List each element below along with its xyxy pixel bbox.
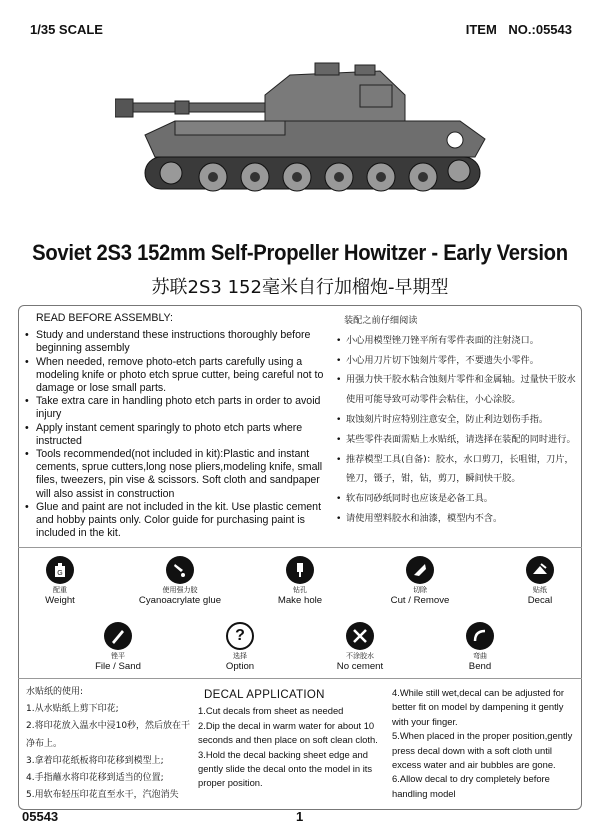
symbol-file-sand bbox=[68, 622, 168, 672]
decal-step-cn: 5.用软布轻压印花直至水干，汽泡消失 bbox=[26, 790, 179, 801]
read-item-cn: • 取蚀刻片时应特别注意安全，防止利边划伤手指。 bbox=[336, 410, 582, 430]
decal-title-cn: 水贴纸的使用: bbox=[26, 687, 84, 697]
decal-step: 6.Allow decal to dry completely before handling model bbox=[392, 773, 550, 799]
symbol-label-cn: 锉平 bbox=[111, 652, 125, 660]
decal-icon bbox=[526, 556, 554, 584]
symbol-label-cn: 不涂胶水 bbox=[346, 652, 374, 660]
file-icon bbox=[104, 622, 132, 650]
symbol-label-en: Weight bbox=[45, 595, 75, 606]
symbol-decal bbox=[490, 556, 590, 606]
read-item-cn: • 请使用塑料胶水和油漆，模型内不含。 bbox=[336, 509, 582, 529]
symbol-glue bbox=[130, 556, 230, 606]
symbol-label-cn: 切除 bbox=[413, 586, 427, 594]
read-item-cn: • 软布同砂纸同时也应该是必备工具。 bbox=[336, 489, 582, 509]
read-item-cn: • 小心用模型锉刀锉平所有零件表面的注射浇口。 bbox=[336, 331, 582, 351]
no-cement-icon bbox=[346, 622, 374, 650]
item-label: ITEM bbox=[465, 22, 497, 37]
symbol-label-en: Bend bbox=[468, 661, 492, 672]
decal-step-cn: 2.将印花放入温水中浸10秒，然后放在干净布上。 bbox=[26, 721, 191, 749]
decal-title-en: DECAL APPLICATION bbox=[204, 689, 325, 701]
symbol-bend bbox=[430, 622, 530, 672]
divider-bottom bbox=[18, 678, 582, 679]
symbol-label-en: No cement bbox=[336, 661, 384, 672]
glue-icon bbox=[166, 556, 194, 584]
decal-step: 5.When placed in the proper position,gently press decal down with a soft cloth until excess water and air bubbles are gone. bbox=[392, 730, 573, 771]
read-item-cn: • 用强力快干胶水粘合蚀刻片零件和金属轴。过量快干胶水使用可能导致可动零件会粘住，小心涂胶。 bbox=[336, 370, 582, 410]
read-item-cn: • 某些零件表面需贴上水贴纸，请选择在装配的同时进行。 bbox=[336, 430, 582, 450]
option-icon bbox=[226, 622, 254, 650]
read-item: • Take extra care in handling photo etch parts in order to avoid injury bbox=[24, 395, 329, 421]
symbol-label-cn: 钻孔 bbox=[293, 586, 307, 594]
tank-illustration bbox=[115, 55, 495, 225]
decal-step-cn: 3.拿着印花纸板将印花移到模型上; bbox=[26, 755, 164, 766]
decal-instructions-english-left bbox=[198, 688, 388, 791]
cut-icon bbox=[406, 556, 434, 584]
read-heading-cn: 装配之前仔细阅读 bbox=[344, 315, 418, 326]
symbol-drill bbox=[250, 556, 350, 606]
title-english: Soviet 2S3 152mm Self-Propeller Howitzer - Early Version bbox=[32, 240, 568, 265]
symbol-option bbox=[190, 622, 290, 672]
symbol-label-cn: 贴纸 bbox=[533, 586, 547, 594]
symbol-label-en: File / Sand bbox=[95, 661, 141, 672]
symbol-label-cn: 选择 bbox=[233, 652, 247, 660]
symbol-weight bbox=[10, 556, 110, 606]
page-number: 1 bbox=[296, 809, 304, 824]
read-item: • Apply instant cement sparingly to photo etch parts where instructed bbox=[24, 422, 329, 448]
read-item: • When needed, remove photo-etch parts carefully using a modeling knife or photo etch sprue cutter, being careful not to damage or lose small parts. bbox=[24, 356, 329, 396]
symbol-label-en: Cut / Remove bbox=[390, 595, 450, 606]
bend-icon bbox=[466, 622, 494, 650]
symbol-label-en: Option bbox=[225, 661, 255, 672]
symbol-cut bbox=[370, 556, 470, 606]
drill-icon bbox=[286, 556, 314, 584]
read-heading-en: READ BEFORE ASSEMBLY: bbox=[36, 312, 173, 324]
scale-label: 1/35 SCALE bbox=[30, 22, 103, 37]
item-number bbox=[466, 22, 572, 37]
symbol-label-en: Make hole bbox=[277, 595, 323, 606]
read-before-assembly-english bbox=[24, 312, 329, 540]
read-item: • Tools recommended(not included in kit):Plastic and instant cements, sprue cutters,long nose pliers,modeling knife, small files, tweezers, pin vise & scissors. Soft cloth and sandpaper will also assist in construction bbox=[24, 448, 329, 501]
read-item: • Study and understand these instructions thoroughly before beginning assembly bbox=[24, 329, 329, 355]
symbol-label-cn: 使用强力胶 bbox=[162, 586, 198, 594]
symbol-label-en: Cyanoacrylate glue bbox=[138, 595, 222, 606]
decal-step: 2.Dip the decal in warm water for about 10 seconds and then place on soft clean cloth. bbox=[198, 719, 378, 746]
decal-instructions-english-right bbox=[392, 686, 582, 801]
symbol-no-cement bbox=[310, 622, 410, 672]
symbol-label-cn: 配重 bbox=[53, 586, 67, 594]
decal-step-cn: 1.从水贴纸上剪下印花; bbox=[26, 704, 119, 715]
symbol-label-en: Decal bbox=[527, 595, 553, 606]
read-item-cn: • 小心用刀片切下蚀刻片零件，不要遗失小零件。 bbox=[336, 351, 582, 371]
footer-item-code: 05543 bbox=[22, 809, 59, 824]
weight-icon bbox=[46, 556, 74, 584]
symbol-label-cn: 弯曲 bbox=[473, 652, 487, 660]
decal-step: 3.Hold the decal backing sheet edge and gently slide the decal onto the model in its proper position. bbox=[198, 748, 373, 789]
read-item-cn: • 推荐模型工具(自备)：胶水，水口剪刀，长咀钳，刀片，锉刀，镊子，钳，钻，剪刀，瞬间快干胶。 bbox=[336, 450, 582, 490]
read-before-assembly-chinese bbox=[336, 311, 582, 529]
decal-instructions-chinese bbox=[26, 684, 194, 804]
svg-text:G: G bbox=[57, 570, 63, 577]
decal-step: 1.Cut decals from sheet as needed bbox=[198, 705, 344, 717]
divider-top bbox=[18, 547, 582, 548]
title-chinese: 苏联2S3 152毫米自行加榴炮-早期型 bbox=[151, 277, 449, 298]
option-glyph: ? bbox=[235, 627, 245, 644]
item-no: NO.:05543 bbox=[508, 22, 572, 37]
read-item: • Glue and paint are not included in the kit. Use plastic cement and hobby paints only. Color guide for purchasing paint is included in the kit. bbox=[24, 501, 329, 541]
decal-step-cn: 4.手指蘸水将印花移到适当的位置; bbox=[26, 773, 164, 784]
decal-step: 4.While still wet,decal can be adjusted for better fit on model by dampening it gently with your finger. bbox=[392, 687, 564, 727]
